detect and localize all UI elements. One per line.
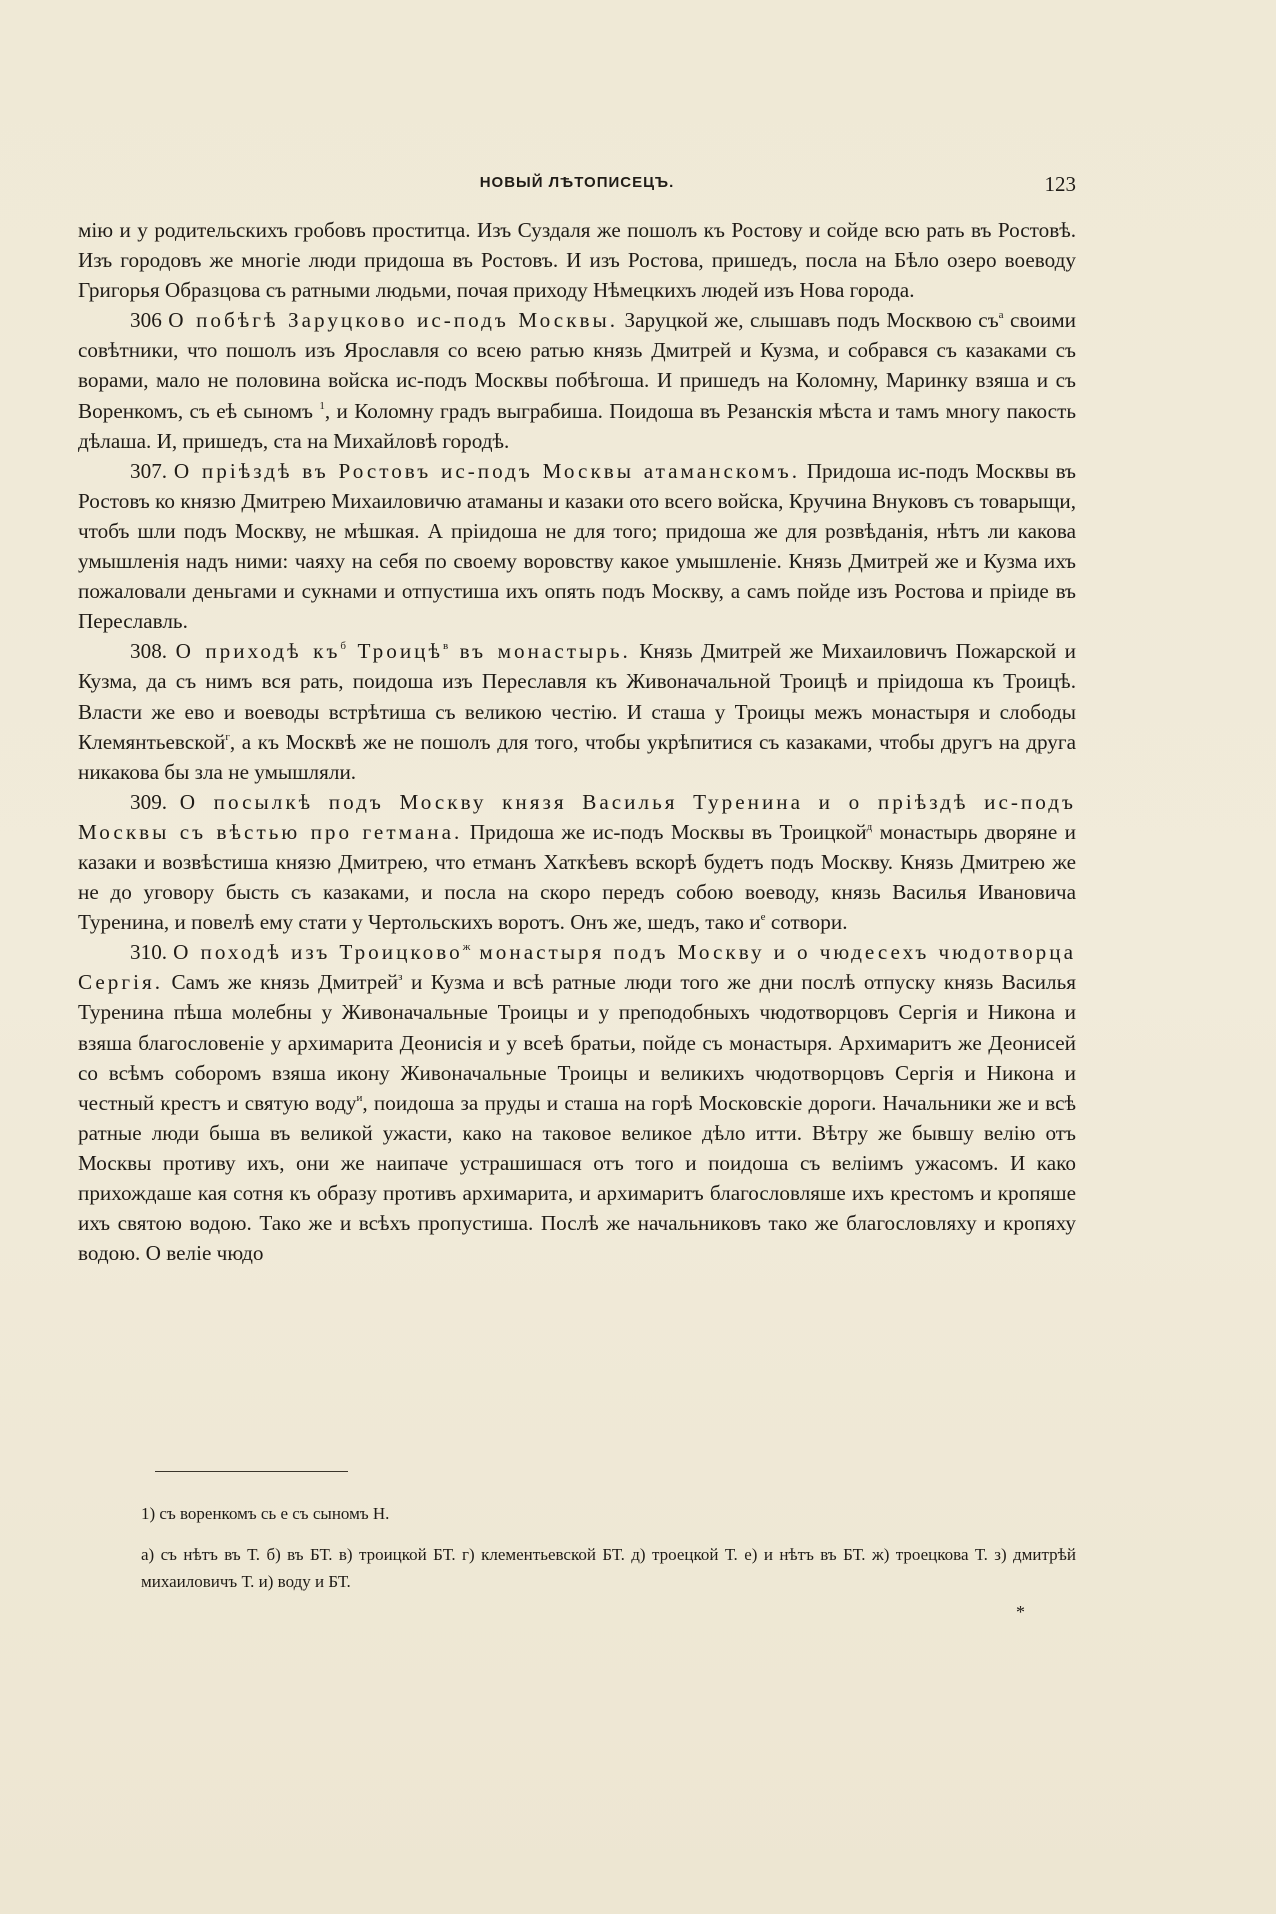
text-run: Придоша же ис-подъ Москвы въ Троицкой <box>462 819 867 844</box>
text-run: , и Коломну градъ выграбиша. Поидоша въ Резанскія мѣста и тамъ многу пакость дѣлаша. И, пришедъ, ста на Михайловѣ городѣ. <box>78 398 1076 453</box>
text-run: Заруцкой же, слышавъ подъ Москвою съ <box>618 308 999 333</box>
text-run: монастырь дворяне и казаки и возвѣстиша князю Дмитрею, что етманъ Хаткѣевъ вскорѣ будетъ подъ Москву. Князь Дмитрею же не до уговору бысть съ казаками, и посла на скоро передъ собою воеводу, князь Василья Ивановича Туренина, и повелѣ ему стати у Чертольскихъ воротъ. Онъ же, шедъ, тако и <box>78 819 1076 935</box>
paragraph-continuation <box>78 215 1076 305</box>
text-run: сотвори. <box>765 910 848 935</box>
note-marker: е <box>760 911 766 924</box>
note-marker: и <box>356 1091 363 1104</box>
running-title: НОВЫЙ ЛѢТОПИСЕЦЪ. <box>479 174 675 191</box>
text-run: , поидоша за пруды и сташа на горѣ Московскіе дороги. Начальники же и всѣ ратные люди быша въ великой ужасти, како на таковое великое дѣло итти. Вѣтру же бывшу велію отъ Москвы противу ихъ, они же наипаче устрашишася отъ того и поидоша съ веліимъ ужасомъ. И како прихождаше кая сотня къ образу противъ архимарита, и архимаритъ благословляше ихъ крестомъ и кропяше ихъ святою водою. Тако же и всѣхъ пропустиша. Послѣ же начальниковъ тако же благословляху и кропяху водою. О веліе чюдо <box>78 1090 1076 1266</box>
text-run: 309. <box>130 789 180 814</box>
section-heading: въ монастырь. <box>448 639 631 664</box>
section-heading: О пріѣздѣ въ Ростовъ ис-подъ Москвы атаманскомъ. <box>173 458 800 483</box>
variant-notes: а) съ нѣтъ въ Т. б) въ БТ. в) троицкой БТ. г) клементьевской БТ. д) троецкой Т. е) и нѣтъ въ БТ. ж) троецкова Т. з) дмитрѣй михаиловичъ Т. и) воду и БТ. <box>141 1545 1076 1591</box>
paragraph-309 <box>78 787 1076 937</box>
note-marker: в <box>443 640 449 653</box>
text-run: 307. <box>130 458 174 483</box>
note-marker: б <box>340 640 347 653</box>
section-heading: Троицѣ <box>346 639 443 664</box>
page-number: 123 <box>1044 172 1076 196</box>
footnote-rule <box>155 1471 348 1472</box>
paragraph-310 <box>78 937 1076 1268</box>
footnotes <box>78 1500 1076 1595</box>
text-run: и Кузма и всѣ ратные люди того же дни послѣ отпуску князь Василья Туренина пѣша молебны у Живоначальные Троицы и у преподобныхъ чюдотворцовъ Сергія и Никона и взяша благословеніе у архимарита Деонисія и у всеѣ братьи, пойде съ монастыря. Архимаритъ же Деонисей со всѣмъ соборомъ взяша икону Живоначальные Троицы и великихъ чюдотворцовъ Сергія и Никона и честный крестъ и святую воду <box>78 970 1076 1115</box>
text-run: Придоша ис-подъ Москвы въ Ростовъ ко князю Дмитрею Михаиловичю атаманы и казаки ото всего войска, Кручина Внуковъ съ товарыщи, чтобъ шли подъ Москву, не мѣшкая. А пріидоша не для того; придоша же для розвѣданія, нѣтъ ли какова умышленія надъ ними: чаяху на себя по своему воровству какое умышленіе. Князь Дмитрей же и Кузма ихъ пожаловали деньгами и сукнами и отпустиша ихъ опять подъ Москву, а самъ пойде изъ Ростова и пріиде въ Переславль. <box>78 458 1077 634</box>
text-run: мію и у родительскихъ гробовъ проститца. Изъ Суздаля же пошолъ къ Ростову и сойде всю рать въ Ростовѣ. Изъ городовъ же многіе люди придоша въ Ростовъ. И изъ Ростова, пришедъ, посла на Бѣло озеро воеводу Григорья Образцова съ ратными людьми, почая приходу Нѣмецкихъ людей изъ Нова города. <box>78 218 1076 303</box>
note-marker: а <box>998 309 1004 322</box>
note-marker: г <box>225 730 230 743</box>
section-heading: монастыря подъ Москву и о чюдесехъ чюдотворца Сергія. <box>78 940 1076 995</box>
text-run: Самъ же князь Дмитрей <box>163 970 399 995</box>
text-run: 308. <box>130 639 176 664</box>
main-text <box>78 215 1076 1268</box>
note-marker: д <box>866 820 873 833</box>
asterisk-mark: * <box>1016 1602 1025 1622</box>
section-heading: О посылкѣ подъ Москву князя Василья Туренина и о пріѣздѣ ис-подъ Москвы съ вѣстью про гетмана. <box>78 789 1076 844</box>
note-marker: з <box>398 971 403 984</box>
note-marker: ж <box>462 941 471 954</box>
section-heading: О приходѣ къ <box>175 639 341 664</box>
numbered-footnote: 1) съ воренкомъ сь е съ сыномъ Н. <box>141 1504 390 1523</box>
paragraph-307 <box>78 456 1076 637</box>
text-run: , а къ Москвѣ же не пошолъ для того, чтобы укрѣпитися съ казаками, чтобы другъ на друга никакова бы зла не умышляли. <box>78 729 1076 784</box>
text-run: 306 <box>130 308 169 333</box>
text-run: 310. <box>130 940 174 965</box>
text-run: своими совѣтники, что пошолъ изъ Ярославля со всею ратью князь Дмитрей и Кузма, и собрався съ казаками съ ворами, мало не половина войска ис-подъ Москвы побѣгоша. И пришедъ на Коломну, Маринку взяша и съ Воренкомъ, съ еѣ сыномъ <box>78 308 1076 423</box>
page-header <box>78 172 1076 202</box>
text-run: Князь Дмитрей же Михаиловичъ Пожарской и Кузма, да съ нимъ вся рать, поидоша изъ Переславля къ Живоначальной Троицѣ и пріидоша къ Троицѣ. Власти же ево и воеводы встрѣтиша съ великою честію. И сташа у Троицы межъ монастыря и слободы Клемянтьевской <box>78 639 1076 754</box>
paragraph-306 <box>78 305 1076 455</box>
section-heading: О побѣгѣ Заруцково ис-подъ Москвы. <box>168 308 619 333</box>
paragraph-308 <box>78 636 1076 786</box>
section-heading: О походѣ изъ Троицково <box>173 940 463 965</box>
note-marker: 1 <box>319 399 325 412</box>
